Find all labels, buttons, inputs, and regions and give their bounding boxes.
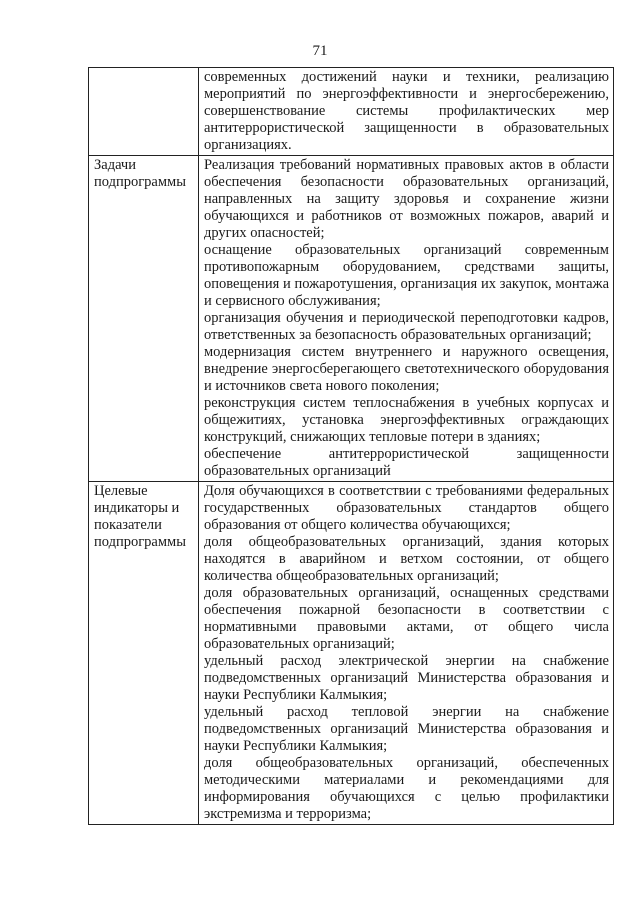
row-content bbox=[199, 68, 614, 156]
paragraph: оснащение образовательных организаций современным противопожарным оборудованием, средствами защиты, оповещения и пожаротушения, организация их закупок, монтажа и сервисного обслуживания; bbox=[204, 242, 609, 309]
row-label: Целевые индикаторы и показатели подпрограммы bbox=[89, 482, 199, 825]
paragraph: современных достижений науки и техники, реализацию мероприятий по энергоэффективности и энергосбережению, совершенствование системы профилактических мер антитеррористической защищенности в образовательных организациях. bbox=[204, 69, 609, 153]
paragraph: реконструкция систем теплоснабжения в учебных корпусах и общежитиях, установка энергоэффективных ограждающих конструкций, снижающих тепловые потери в зданиях; bbox=[204, 395, 609, 445]
paragraph: доля общеобразовательных организаций, здания которых находятся в аварийном и ветхом состоянии, от общего количества общеобразовательных организаций; bbox=[204, 534, 609, 584]
paragraph: удельный расход тепловой энергии на снабжение подведомственных организаций Министерства образования и науки Республики Калмыкия; bbox=[204, 704, 609, 754]
page-number: 71 bbox=[312, 43, 328, 59]
table-row-continuation bbox=[89, 68, 614, 156]
row-label bbox=[89, 68, 199, 156]
row-label: Задачи подпрограммы bbox=[89, 156, 199, 482]
paragraph: доля общеобразовательных организаций, обеспеченных методическими материалами и рекомендациями для информирования обучающихся с целью профилактики экстремизма и терроризма; bbox=[204, 755, 609, 822]
paragraph: обеспечение антитеррористической защищенности образовательных организаций bbox=[204, 446, 609, 479]
paragraph: организация обучения и периодической переподготовки кадров, ответственных за безопасность образовательных организаций; bbox=[204, 310, 609, 343]
row-content bbox=[199, 482, 614, 825]
table-row-indicators bbox=[89, 482, 614, 825]
paragraph: доля образовательных организаций, оснащенных средствами обеспечения пожарной безопасности в соответствии с нормативными правовыми актами, от общего числа образовательных организаций; bbox=[204, 585, 609, 652]
paragraph: модернизация систем внутреннего и наружного освещения, внедрение энергосберегающего светотехнического оборудования и источников света нового поколения; bbox=[204, 344, 609, 394]
subprogram-table bbox=[88, 67, 614, 825]
paragraph: Доля обучающихся в соответствии с требованиями федеральных государственных образовательных стандартов общего образования от общего количества обучающихся; bbox=[204, 483, 609, 533]
row-content bbox=[199, 156, 614, 482]
paragraph: удельный расход электрической энергии на снабжение подведомственных организаций Министерства образования и науки Республики Калмыкия; bbox=[204, 653, 609, 703]
table-row-tasks bbox=[89, 156, 614, 482]
paragraph: Реализация требований нормативных правовых актов в области обеспечения безопасности образовательных организаций, направленных на защиту здоровья и сохранение жизни обучающихся и работников от возможных пожаров, аварий и других опасностей; bbox=[204, 157, 609, 241]
